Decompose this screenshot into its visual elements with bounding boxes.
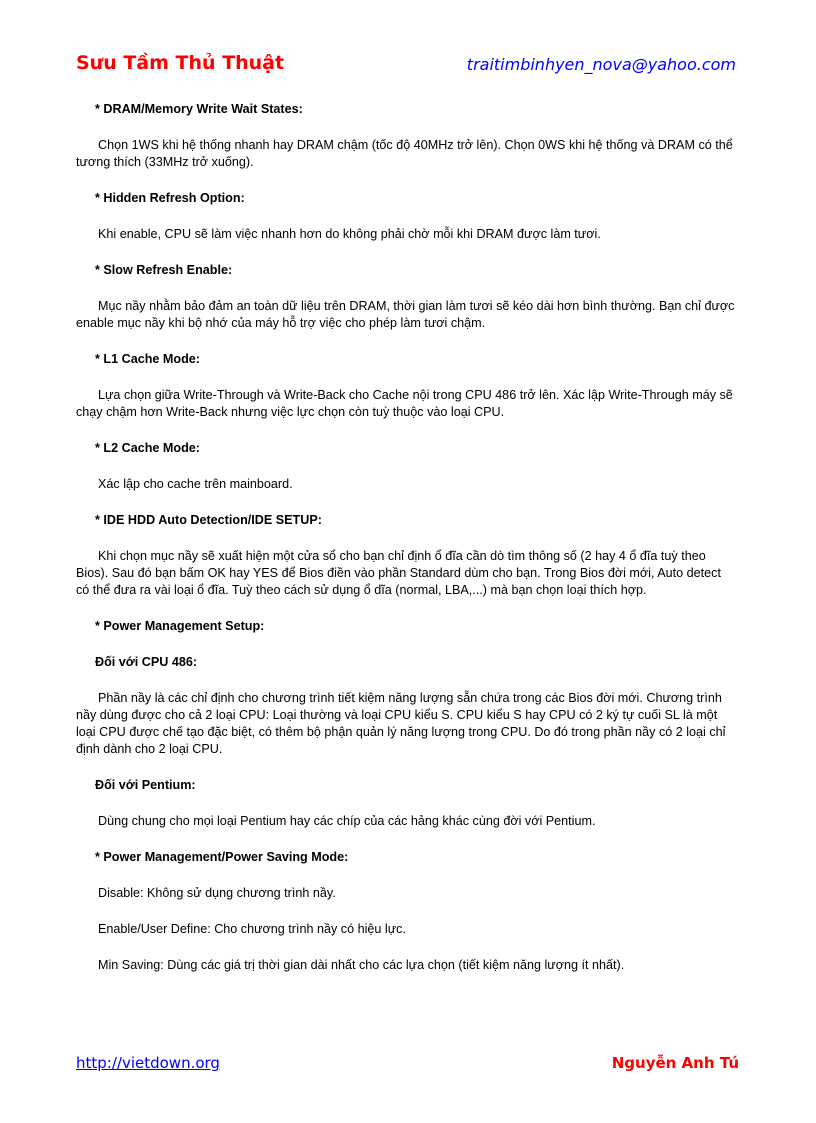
section-heading: * L2 Cache Mode: bbox=[95, 441, 200, 455]
section-heading: * Hidden Refresh Option: bbox=[95, 191, 245, 205]
section-paragraph: Chọn 1WS khi hệ thống nhanh hay DRAM chậm (tốc độ 40MHz trở lên). Chọn 0WS khi hệ thống và DRAM có thể tương thích (33MHz trở xuống). bbox=[76, 138, 733, 169]
section-paragraph: Disable: Không sử dụng chương trình nầy. bbox=[98, 886, 336, 900]
document-body bbox=[76, 101, 736, 993]
section-heading: * IDE HDD Auto Detection/IDE SETUP: bbox=[95, 513, 322, 527]
section-heading: * DRAM/Memory Write Wait States: bbox=[95, 102, 303, 116]
section-paragraph: Khi enable, CPU sẽ làm việc nhanh hơn do không phải chờ mỗi khi DRAM được làm tươi. bbox=[98, 227, 601, 241]
section-paragraph: Min Saving: Dùng các giá trị thời gian dài nhất cho các lựa chọn (tiết kiệm năng lượng ít nhất). bbox=[98, 958, 625, 972]
header-title: Sưu Tầm Thủ Thuật bbox=[76, 52, 285, 74]
section-paragraph: Khi chọn mục nầy sẽ xuất hiện một cửa sổ cho bạn chỉ định ổ đĩa cần dò tìm thông số (2 hay 4 ổ đĩa tuỳ theo Bios). Sau đó bạn bấm OK hay YES để Bios điền vào phần Standard dùm cho bạn. Trong Bios đời mới, Auto detect có thể đưa ra vài loại ổ đĩa. Tuỳ theo cách sử dụng ổ dĩa (normal, LBA,...) mà bạn chọn loại thích hợp. bbox=[76, 549, 721, 597]
section-heading: Đối với Pentium: bbox=[95, 778, 196, 792]
footer-link[interactable]: http://vietdown.org bbox=[76, 1054, 220, 1072]
header-email-link[interactable]: traitimbinhyen_nova@yahoo.com bbox=[466, 55, 736, 74]
section-heading: * L1 Cache Mode: bbox=[95, 352, 200, 366]
section-heading: * Slow Refresh Enable: bbox=[95, 263, 233, 277]
section-heading: * Power Management/Power Saving Mode: bbox=[95, 850, 349, 864]
section-paragraph: Lựa chọn giữa Write-Through và Write-Back cho Cache nội trong CPU 486 trở lên. Xác lập Write-Through máy sẽ chạy chậm hơn Write-Back nhưng việc lực chọn còn tuỳ thuộc vào loại CPU. bbox=[76, 388, 733, 419]
section-heading: Đối với CPU 486: bbox=[95, 655, 198, 669]
section-paragraph: Phần nầy là các chỉ định cho chương trình tiết kiệm năng lượng sẵn chứa trong các Bios đời mới. Chương trình nầy dùng được cho cả 2 loại CPU: Loại thường và loại CPU kiểu S. CPU kiểu S hay CPU có 2 ký tự cuối SL là một loại CPU được chế tạo đặc biệt, có thêm bộ phận quản lý năng lượng trong CPU. Do đó trong phần nầy có 2 loại chỉ định dành cho 2 loại CPU. bbox=[76, 691, 726, 756]
section-paragraph: Xác lập cho cache trên mainboard. bbox=[98, 477, 293, 491]
section-paragraph: Dùng chung cho mọi loại Pentium hay các chíp của các hảng khác cùng đời với Pentium. bbox=[98, 814, 596, 828]
section-heading: * Power Management Setup: bbox=[95, 619, 265, 633]
footer-author: Nguyễn Anh Tú bbox=[611, 1054, 739, 1072]
section-paragraph: Mục nầy nhằm bảo đảm an toàn dữ liệu trên DRAM, thời gian làm tươi sẽ kéo dài hơn bình thường. Bạn chỉ được enable mục nầy khi bộ nhớ của máy hỗ trợ việc cho phép làm tươi chậm. bbox=[76, 299, 735, 330]
section-paragraph: Enable/User Define: Cho chương trình nầy có hiệu lực. bbox=[98, 922, 406, 936]
